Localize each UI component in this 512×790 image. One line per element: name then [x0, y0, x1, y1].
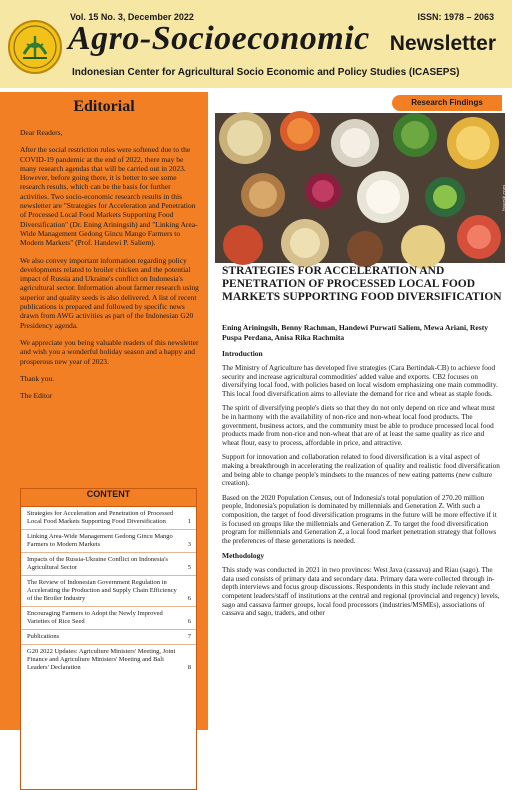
toc-page-number: 6: [187, 618, 191, 625]
toc-entry[interactable]: [21, 607, 196, 630]
section-tab-research-findings: Research Findings: [392, 95, 502, 111]
toc-page-number: 1: [187, 518, 191, 525]
institution-name: Indonesian Center for Agricultural Socio Economic and Policy Studies (ICASEPS): [72, 67, 460, 78]
article-paragraph: Support for innovation and collaboration related to food diversification is a vital aspect of making a breakthrough in accelerating the realization of quality and realistic food diversification and being able to change people's mindsets to the nuances of new eating patterns (new culture creation).: [222, 453, 500, 488]
toc-entry-title: Publications: [27, 633, 60, 640]
section-heading-introduction: Introduction: [222, 349, 263, 358]
editorial-paragraph: After the social restriction rules were softened due to the COVID-19 pandemic at the end of 2022, there may be many research agendas that will be carried out in 2023. However, before going there, it is better to see some research results, which can be the basis for further activities. Two socio-economic research results in this newsletter are "Strategies for Acceleration and Penetration of Processed Local Food Markets Supporting Food Diversification" (Dr. Ening Ariningsih) and "Linking Area-Wide Management Gedong Gincu Mango Farmers to Modern Markets" (Prof. Handewi P. Saliem).: [20, 145, 198, 248]
toc-entry[interactable]: [21, 645, 196, 675]
toc-page-number: 8: [187, 664, 191, 671]
masthead-title: Agro-Socioeconomic: [68, 20, 370, 57]
content-heading: CONTENT: [21, 489, 196, 507]
toc-entry-title: Linking Area-Wide Management Gedong Gincu Mango Farmers to Modern Markets: [27, 533, 173, 548]
article-paragraph: The Ministry of Agriculture has developed five strategies (Cara Bertindak-CB) to achieve food security and increase agricultural commodities' added value and exports. CB2 focuses on diversifying local food, with policies based on local wisdom emphasizing one main commodity. This local food diversification aims to alleviate the demand for rice and wheat as staple foods.: [222, 364, 498, 398]
masthead-header: [0, 0, 512, 88]
article-paragraph: Based on the 2020 Population Census, out of Indonesia's total population of 270.20 million people, Indonesia's population is dominated by millennials and Generation Z. With such a composition, the target of food diversification programs in the future will be more effective if it is focused on groups like the millennials and Generation Z. To target the food diversification program for millennials and Generation Z, a local food market penetration strategy that follows the preferences of these generations is needed.: [222, 493, 497, 545]
toc-page-number: 5: [187, 564, 191, 571]
toc-entry-title: The Review of Indonesian Government Regulation in Accelerating the Production and Supply Chain Efficiency of the Broiler Industry: [27, 579, 177, 602]
article-paragraph: The spirit of diversifying people's diets so that they do not only depend on rice and wheat must be in harmony with the availability of non-rice and non-wheat local food products. The government, business actors, and the community must be able to produce processed local food products made from non-rice and non-wheat that are of at least the same quality as rice and wheat flour, easy to process, affordable in price, and attractive.: [222, 404, 495, 447]
article-title: STRATEGIES FOR ACCELERATION AND PENETRATION OF PROCESSED LOCAL FOOD MARKETS SUPPORTING FOOD DIVERSIFICATION: [222, 265, 502, 303]
issue-volume: Vol. 15 No. 3, December 2022: [70, 12, 194, 22]
toc-entry-title: Encouraging Farmers to Adopt the Newly Improved Varieties of Rice Seed: [27, 610, 163, 625]
newsletter-label: Newsletter: [389, 32, 496, 55]
article-paragraph: This study was conducted in 2021 in two provinces: West Java (cassava) and Riau (sago). The data used consists of primary data and secondary data. Primary data were collected through in-depth interviews and focus group discussions. Respondents in this study include relevant and competent leaders/staff of institutions at the central and regional (provincial and regency) levels, sago and cassava farmer groups, local food processors (industries/MSMEs), associations of cassava and sago, traders, and other: [222, 566, 500, 618]
editorial-paragraph: Thank you.: [20, 373, 55, 383]
photo-credit: freepik.com: [502, 185, 508, 211]
toc-entry[interactable]: [21, 553, 196, 576]
issn-number: ISSN: 1978 – 2063: [417, 12, 494, 22]
toc-entry-title: G20 2022 Updates: Agriculture Ministers' Meeting, Joint Finance and Agriculture Ministers' Meeting and Bali Leaders' Declaration: [27, 648, 176, 671]
toc-entry[interactable]: [21, 507, 196, 530]
article-body: [222, 349, 502, 624]
toc-entry-title: Strategies for Acceleration and Penetration of Processed Local Food Markets Supporting Food Diversification: [27, 510, 174, 525]
toc-page-number: 6: [187, 595, 191, 602]
toc-page-number: 3: [187, 541, 191, 548]
article-authors: Ening Ariningsih, Benny Rachman, Handewi Purwati Saliem, Mewa Ariani, Resty Puspa Perdana, Anisa Rika Rachmita: [222, 323, 489, 342]
editorial-paragraph: We appreciate you being valuable readers of this newsletter and wish you a wonderful holiday season and a happy and prosperous new year of 2023.: [20, 337, 199, 366]
editorial-text: [20, 128, 200, 408]
editorial-paragraph: We also convey important information regarding policy developments related to broiler chicken and the potential impact of Russia and Ukraine's conflict on Indonesia's agricultural sector. Information about farmer research using superior and quality seeds is also delivered. A list of recent publications is prepared and followed by specific news drawn from AWG activities as part of the Indonesian G20 Presidency agenda.: [20, 255, 199, 330]
toc-page-number: 7: [187, 633, 191, 640]
table-of-contents: [20, 488, 197, 790]
editorial-paragraph: Dear Readers,: [20, 128, 63, 137]
editorial-heading: Editorial: [73, 98, 135, 115]
editorial-signature: The Editor: [20, 391, 53, 401]
editorial-column: [0, 92, 208, 730]
section-heading-methodology: Methodology: [222, 551, 265, 561]
toc-entry-title: Impacts of the Russia-Ukraine Conflict on Indonesia's Agricultural Sector: [27, 556, 168, 571]
agency-logo-icon: [8, 20, 62, 74]
toc-entry[interactable]: [21, 576, 196, 607]
toc-entry[interactable]: [21, 530, 196, 553]
toc-entry[interactable]: [21, 630, 196, 645]
food-photo: [215, 113, 508, 263]
